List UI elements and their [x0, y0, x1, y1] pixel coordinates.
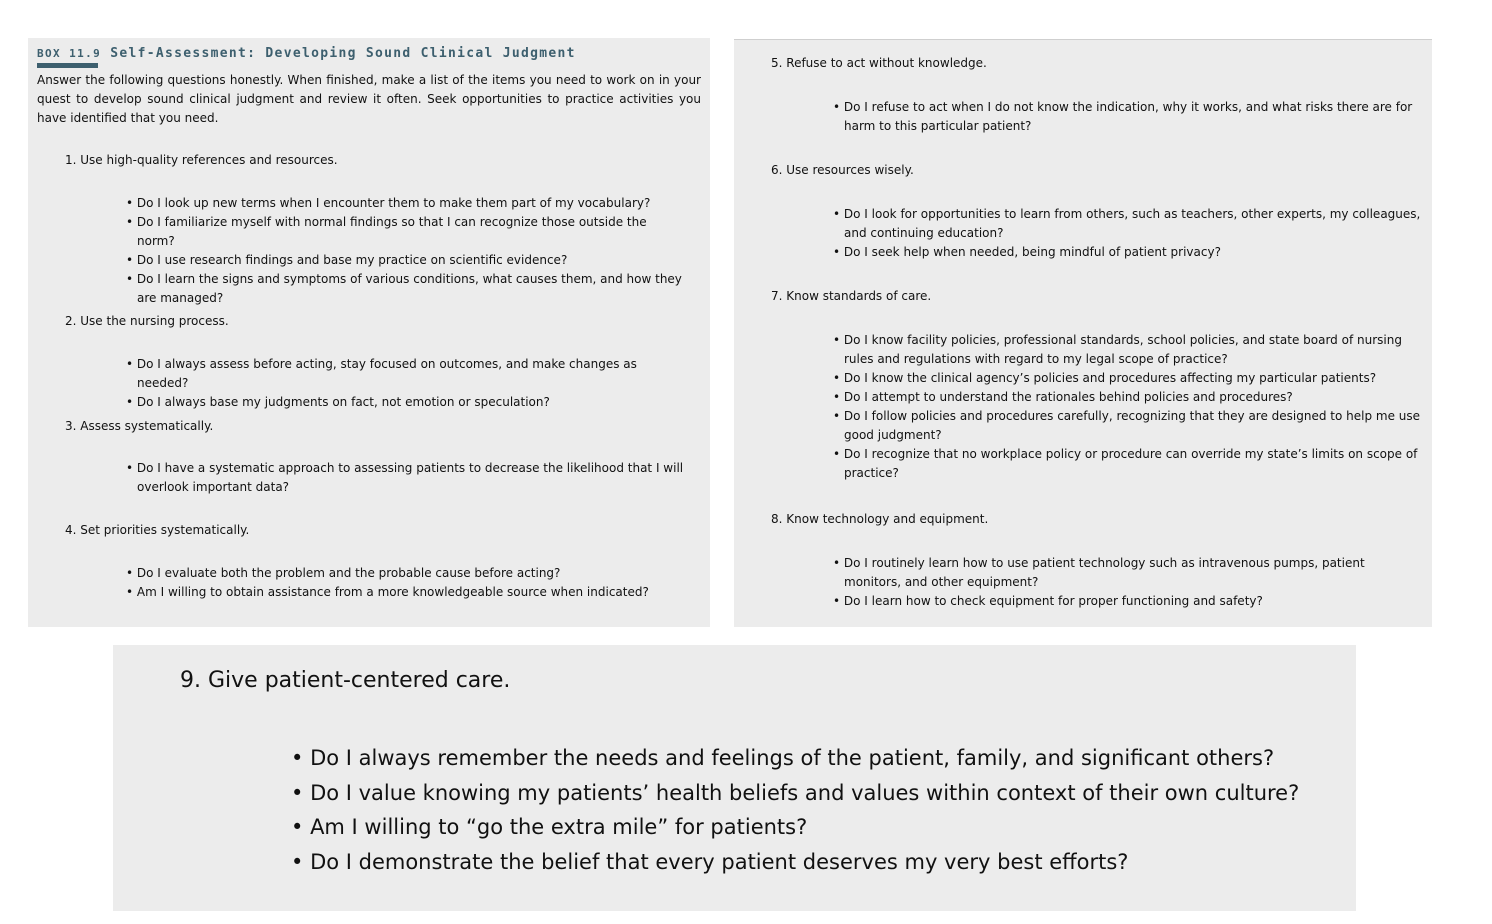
section-list-6 [833, 205, 1425, 262]
list-item: • Am I willing to “go the extra mile” for patients? [291, 810, 1341, 845]
list-item: • Do I follow policies and procedures carefully, recognizing that they are designed to help me use good judgment? [833, 407, 1425, 445]
list-item: • Do I learn how to check equipment for proper functioning and safety? [833, 592, 1425, 611]
section-heading-3: 3. Assess systematically. [65, 419, 214, 433]
list-item: • Do I value knowing my patients’ health beliefs and values within context of their own culture? [291, 776, 1341, 811]
section-heading-1: 1. Use high-quality references and resources. [65, 153, 338, 167]
intro-text: Answer the following questions honestly. When finished, make a list of the items you need to work on in your quest to develop sound clinical judgment and review it often. Seek opportunities to practice activities you have identified that you need. [37, 73, 701, 125]
section-heading-8: 8. Know technology and equipment. [771, 512, 989, 526]
section-heading-7: 7. Know standards of care. [771, 289, 932, 303]
list-item: • Do I evaluate both the problem and the probable cause before acting? [126, 564, 686, 583]
list-item: • Do I attempt to understand the rationales behind policies and procedures? [833, 388, 1425, 407]
list-item: • Do I refuse to act when I do not know the indication, why it works, and what risks there are for harm to this particular patient? [833, 98, 1425, 136]
box-title: Self-Assessment: Developing Sound Clinical Judgment [110, 46, 576, 61]
section-heading-4: 4. Set priorities systematically. [65, 523, 250, 537]
list-item: • Do I learn the signs and symptoms of various conditions, what causes them, and how they are managed? [126, 270, 686, 308]
list-item: • Do I demonstrate the belief that every patient deserves my very best efforts? [291, 845, 1341, 880]
section-list-4 [126, 564, 686, 602]
list-item: • Do I always remember the needs and feelings of the patient, family, and significant others? [291, 741, 1341, 776]
section-heading-2: 2. Use the nursing process. [65, 314, 229, 328]
section-list-3 [126, 459, 686, 497]
section-list-5 [833, 98, 1425, 136]
list-item: • Do I seek help when needed, being mindful of patient privacy? [833, 243, 1425, 262]
list-item: • Do I use research findings and base my practice on scientific evidence? [126, 251, 686, 270]
section-list-1 [126, 194, 686, 308]
list-item: • Am I willing to obtain assistance from a more knowledgeable source when indicated? [126, 583, 686, 602]
list-item: • Do I know facility policies, professional standards, school policies, and state board of nursing rules and regulations with regard to my legal scope of practice? [833, 331, 1425, 369]
list-item: • Do I look for opportunities to learn from others, such as teachers, other experts, my colleagues, and continuing education? [833, 205, 1425, 243]
box-panel-left [28, 38, 710, 627]
list-item: • Do I have a systematic approach to assessing patients to decrease the likelihood that I will overlook important data? [126, 459, 686, 497]
title-underline [37, 63, 98, 68]
list-item: • Do I recognize that no workplace policy or procedure can override my state’s limits on scope of practice? [833, 445, 1425, 483]
list-item: • Do I look up new terms when I encounter them to make them part of my vocabulary? [126, 194, 686, 213]
list-item: • Do I always assess before acting, stay focused on outcomes, and make changes as needed? [126, 355, 686, 393]
section-list-9 [291, 741, 1341, 879]
box-header [37, 42, 576, 61]
box-label: BOX 11.9 [37, 47, 102, 60]
box-panel-bottom [113, 645, 1356, 911]
list-item: • Do I know the clinical agency’s policies and procedures affecting my particular patients? [833, 369, 1425, 388]
section-heading-5: 5. Refuse to act without knowledge. [771, 56, 987, 70]
section-heading-6: 6. Use resources wisely. [771, 163, 914, 177]
section-heading-9: 9. Give patient-centered care. [180, 668, 511, 693]
section-list-2 [126, 355, 686, 412]
section-list-7 [833, 331, 1425, 483]
list-item: • Do I routinely learn how to use patient technology such as intravenous pumps, patient monitors, and other equipment? [833, 554, 1425, 592]
list-item: • Do I familiarize myself with normal findings so that I can recognize those outside the norm? [126, 213, 686, 251]
list-item: • Do I always base my judgments on fact, not emotion or speculation? [126, 393, 686, 412]
section-list-8 [833, 554, 1425, 611]
box-panel-right [734, 39, 1432, 627]
